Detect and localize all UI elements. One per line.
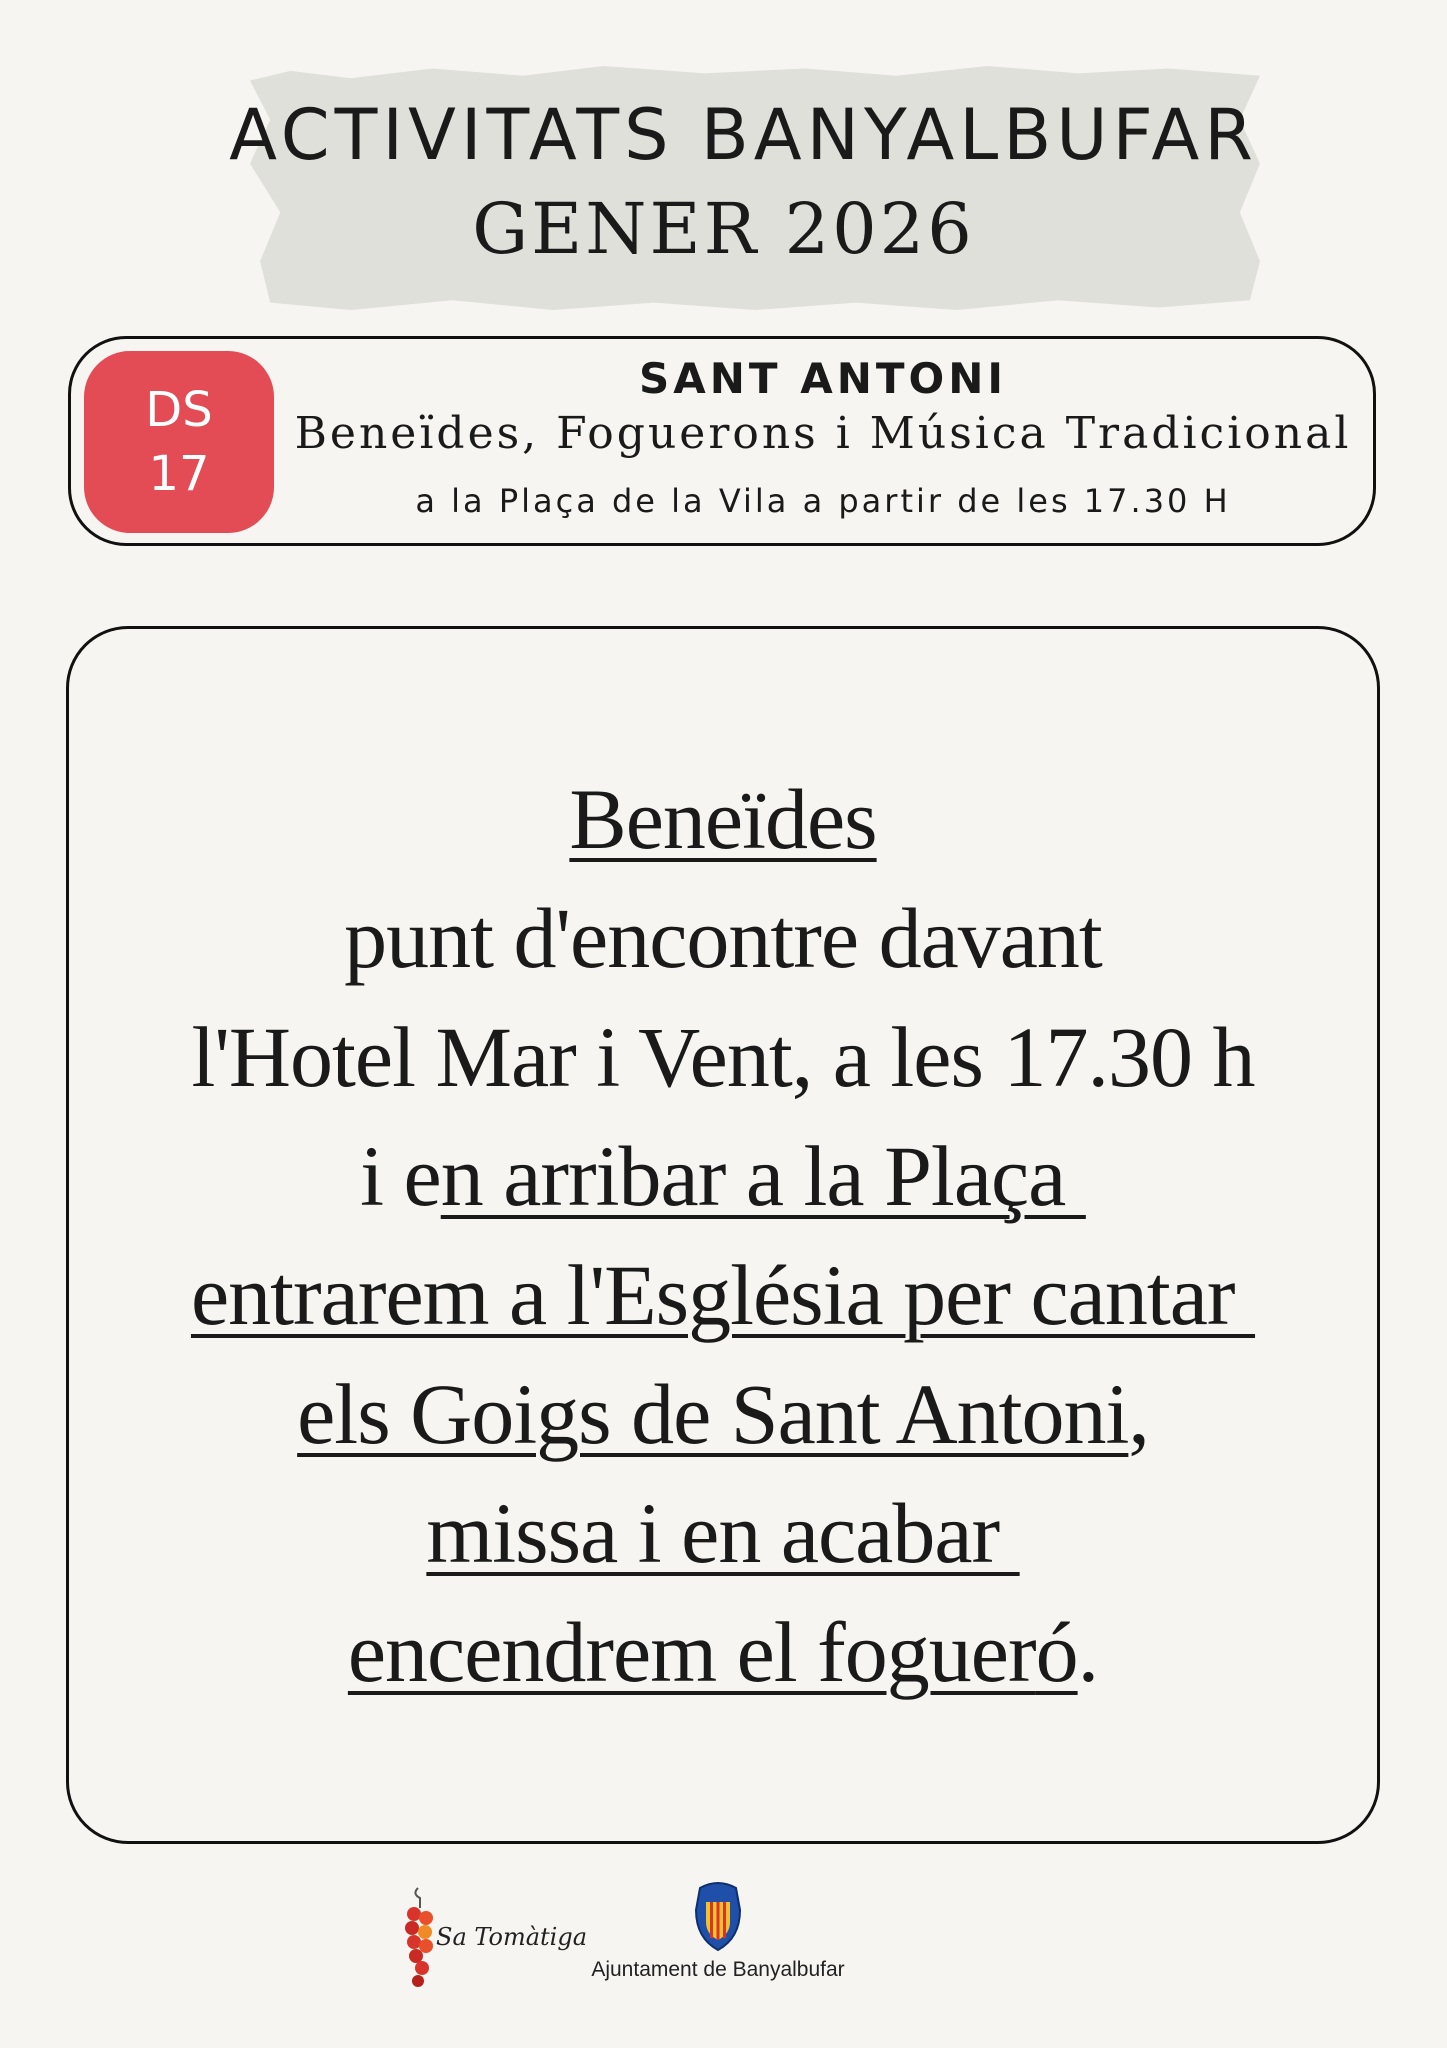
event-location: a la Plaça de la Vila a partir de les 17.30 H — [415, 482, 1231, 520]
details-line-3: l'Hotel Mar i Vent, a les 17.30 h — [191, 1009, 1255, 1105]
details-heading: Beneïdes — [569, 771, 877, 867]
coat-of-arms-icon — [690, 1880, 746, 1952]
page-subtitle: GENER 2026 — [472, 188, 975, 270]
details-line-4 — [66, 1117, 1380, 1236]
details-line-8-underlined: encendrem el foguer — [347, 1604, 1036, 1700]
details-line-4-underlined: n arribar a la Plaça — [440, 1128, 1086, 1224]
event-description: Beneïdes, Foguerons i Música Tradicional — [294, 408, 1352, 459]
details-line-8-accent: ó — [1035, 1604, 1078, 1700]
event-name: SANT ANTONI — [639, 354, 1007, 403]
date-badge — [84, 351, 274, 533]
page-title: ACTIVITATS BANYALBUFAR — [229, 94, 1258, 176]
details-line-7: missa i en acabar — [426, 1485, 1020, 1581]
details-line-6-underlined: els Goigs de Sant Antoni — [297, 1366, 1129, 1462]
details-line-6 — [66, 1355, 1380, 1474]
details-line-4-prefix: i e — [360, 1128, 441, 1224]
details-line-6-suffix: , — [1128, 1366, 1149, 1462]
details-line-5: entrarem a l'Església per cantar — [190, 1247, 1256, 1343]
details-line-8 — [66, 1593, 1380, 1712]
details-line-2: punt d'encontre davant — [344, 890, 1102, 986]
logo-sa-tomatiga: Sa Tomàtiga — [436, 1923, 588, 1951]
details-text — [66, 760, 1380, 1712]
date-day: DS — [145, 382, 213, 438]
date-number: 17 — [148, 446, 210, 502]
details-line-8-suffix: . — [1077, 1604, 1099, 1700]
ajuntament-label: Ajuntament de Banyalbufar — [591, 1958, 845, 1981]
